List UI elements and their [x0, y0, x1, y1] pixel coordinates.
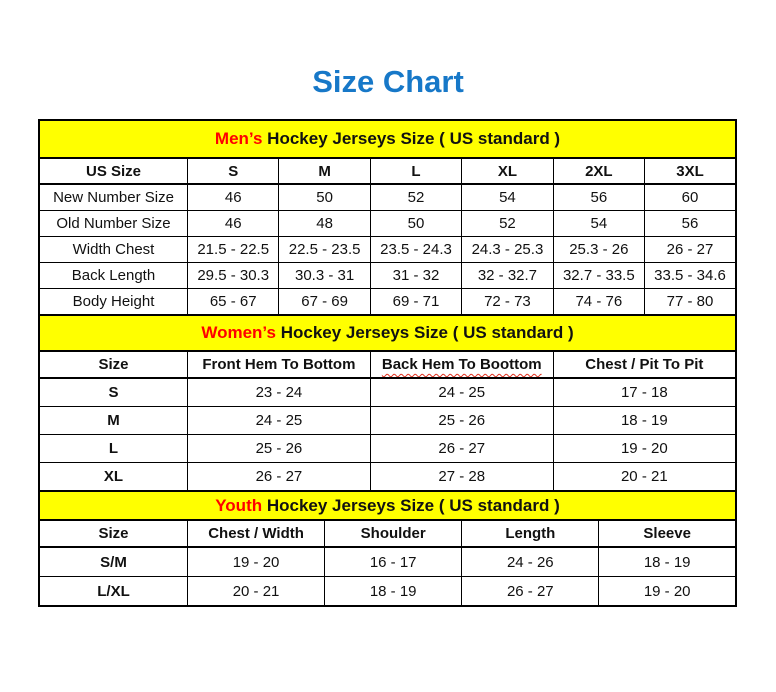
header-row [39, 520, 736, 547]
row-label: Body Height [39, 289, 188, 316]
column-header: 3XL [645, 158, 736, 184]
youth-banner-highlight: Youth [215, 496, 263, 515]
column-header: US Size [39, 158, 188, 184]
size-cell: 27 - 28 [370, 463, 553, 492]
size-cell: 30.3 - 31 [279, 263, 370, 289]
size-cell: 25 - 26 [370, 407, 553, 435]
size-cell: 46 [188, 211, 279, 237]
size-cell: 22.5 - 23.5 [279, 237, 370, 263]
size-cell: 50 [279, 184, 370, 211]
size-cell: 32 - 32.7 [462, 263, 553, 289]
size-cell: 67 - 69 [279, 289, 370, 316]
womens-banner-text: Hockey Jerseys Size ( US standard ) [275, 323, 574, 342]
size-cell: 26 - 27 [188, 463, 371, 492]
size-cell: 23.5 - 24.3 [370, 237, 461, 263]
column-header [370, 351, 553, 378]
size-cell: 24 - 26 [462, 547, 599, 577]
row-label: S/M [39, 547, 188, 577]
row-label: S [39, 378, 188, 407]
size-cell: 20 - 21 [188, 577, 325, 607]
table-row [39, 211, 736, 237]
womens-size-table [38, 350, 737, 492]
row-label: L/XL [39, 577, 188, 607]
size-cell: 17 - 18 [553, 378, 736, 407]
size-cell: 60 [645, 184, 736, 211]
size-cell: 74 - 76 [553, 289, 644, 316]
table-row [39, 547, 736, 577]
column-header: L [370, 158, 461, 184]
size-cell: 18 - 19 [599, 547, 736, 577]
size-cell: 56 [645, 211, 736, 237]
size-cell: 72 - 73 [462, 289, 553, 316]
size-cell: 31 - 32 [370, 263, 461, 289]
column-header: Front Hem To Bottom [188, 351, 371, 378]
size-cell: 25 - 26 [188, 435, 371, 463]
size-cell: 54 [462, 184, 553, 211]
size-cell: 32.7 - 33.5 [553, 263, 644, 289]
column-header: 2XL [553, 158, 644, 184]
row-label: Back Length [39, 263, 188, 289]
size-cell: 69 - 71 [370, 289, 461, 316]
size-cell: 50 [370, 211, 461, 237]
column-header: Size [39, 520, 188, 547]
size-cell: 20 - 21 [553, 463, 736, 492]
size-chart [38, 119, 737, 607]
size-cell: 23 - 24 [188, 378, 371, 407]
column-header: Chest / Width [188, 520, 325, 547]
size-cell: 26 - 27 [645, 237, 736, 263]
size-cell: 24 - 25 [370, 378, 553, 407]
row-label: M [39, 407, 188, 435]
size-cell: 24.3 - 25.3 [462, 237, 553, 263]
size-cell: 65 - 67 [188, 289, 279, 316]
table-row [39, 378, 736, 407]
column-header: Chest / Pit To Pit [553, 351, 736, 378]
size-cell: 19 - 20 [188, 547, 325, 577]
row-label: XL [39, 463, 188, 492]
column-header: Shoulder [325, 520, 462, 547]
column-header: Length [462, 520, 599, 547]
size-cell: 19 - 20 [553, 435, 736, 463]
table-row [39, 263, 736, 289]
row-label: New Number Size [39, 184, 188, 211]
header-row [39, 351, 736, 378]
size-cell: 56 [553, 184, 644, 211]
column-header: Sleeve [599, 520, 736, 547]
size-cell: 25.3 - 26 [553, 237, 644, 263]
column-header: M [279, 158, 370, 184]
table-row [39, 184, 736, 211]
youth-section [38, 490, 737, 607]
mens-banner-text: Hockey Jerseys Size ( US standard ) [262, 129, 561, 148]
header-row [39, 158, 736, 184]
size-cell: 77 - 80 [645, 289, 736, 316]
size-cell: 48 [279, 211, 370, 237]
page-title: Size Chart [312, 64, 464, 99]
misspelled-column-header: Back Hem To Boottom [381, 356, 542, 373]
size-cell: 54 [553, 211, 644, 237]
size-cell: 26 - 27 [462, 577, 599, 607]
table-row [39, 435, 736, 463]
column-header: Size [39, 351, 188, 378]
table-row [39, 289, 736, 316]
youth-banner-text: Hockey Jerseys Size ( US standard ) [262, 496, 560, 515]
row-label: L [39, 435, 188, 463]
womens-banner-highlight: Women’s [201, 323, 276, 342]
mens-banner-highlight: Men’s [214, 129, 263, 148]
womens-banner [38, 314, 737, 352]
table-row [39, 577, 736, 607]
table-row [39, 463, 736, 492]
row-label: Old Number Size [39, 211, 188, 237]
mens-section [38, 119, 737, 316]
table-row [39, 237, 736, 263]
size-cell: 18 - 19 [325, 577, 462, 607]
size-cell: 52 [462, 211, 553, 237]
youth-size-table [38, 519, 737, 607]
size-cell: 26 - 27 [370, 435, 553, 463]
size-cell: 16 - 17 [325, 547, 462, 577]
size-cell: 29.5 - 30.3 [188, 263, 279, 289]
size-cell: 33.5 - 34.6 [645, 263, 736, 289]
size-cell: 18 - 19 [553, 407, 736, 435]
column-header: XL [462, 158, 553, 184]
youth-banner [38, 490, 737, 521]
table-row [39, 407, 736, 435]
womens-section [38, 314, 737, 492]
size-cell: 24 - 25 [188, 407, 371, 435]
row-label: Width Chest [39, 237, 188, 263]
size-cell: 19 - 20 [599, 577, 736, 607]
column-header: S [188, 158, 279, 184]
size-cell: 52 [370, 184, 461, 211]
size-cell: 21.5 - 22.5 [188, 237, 279, 263]
size-cell: 46 [188, 184, 279, 211]
mens-size-table [38, 157, 737, 316]
mens-banner [38, 119, 737, 159]
